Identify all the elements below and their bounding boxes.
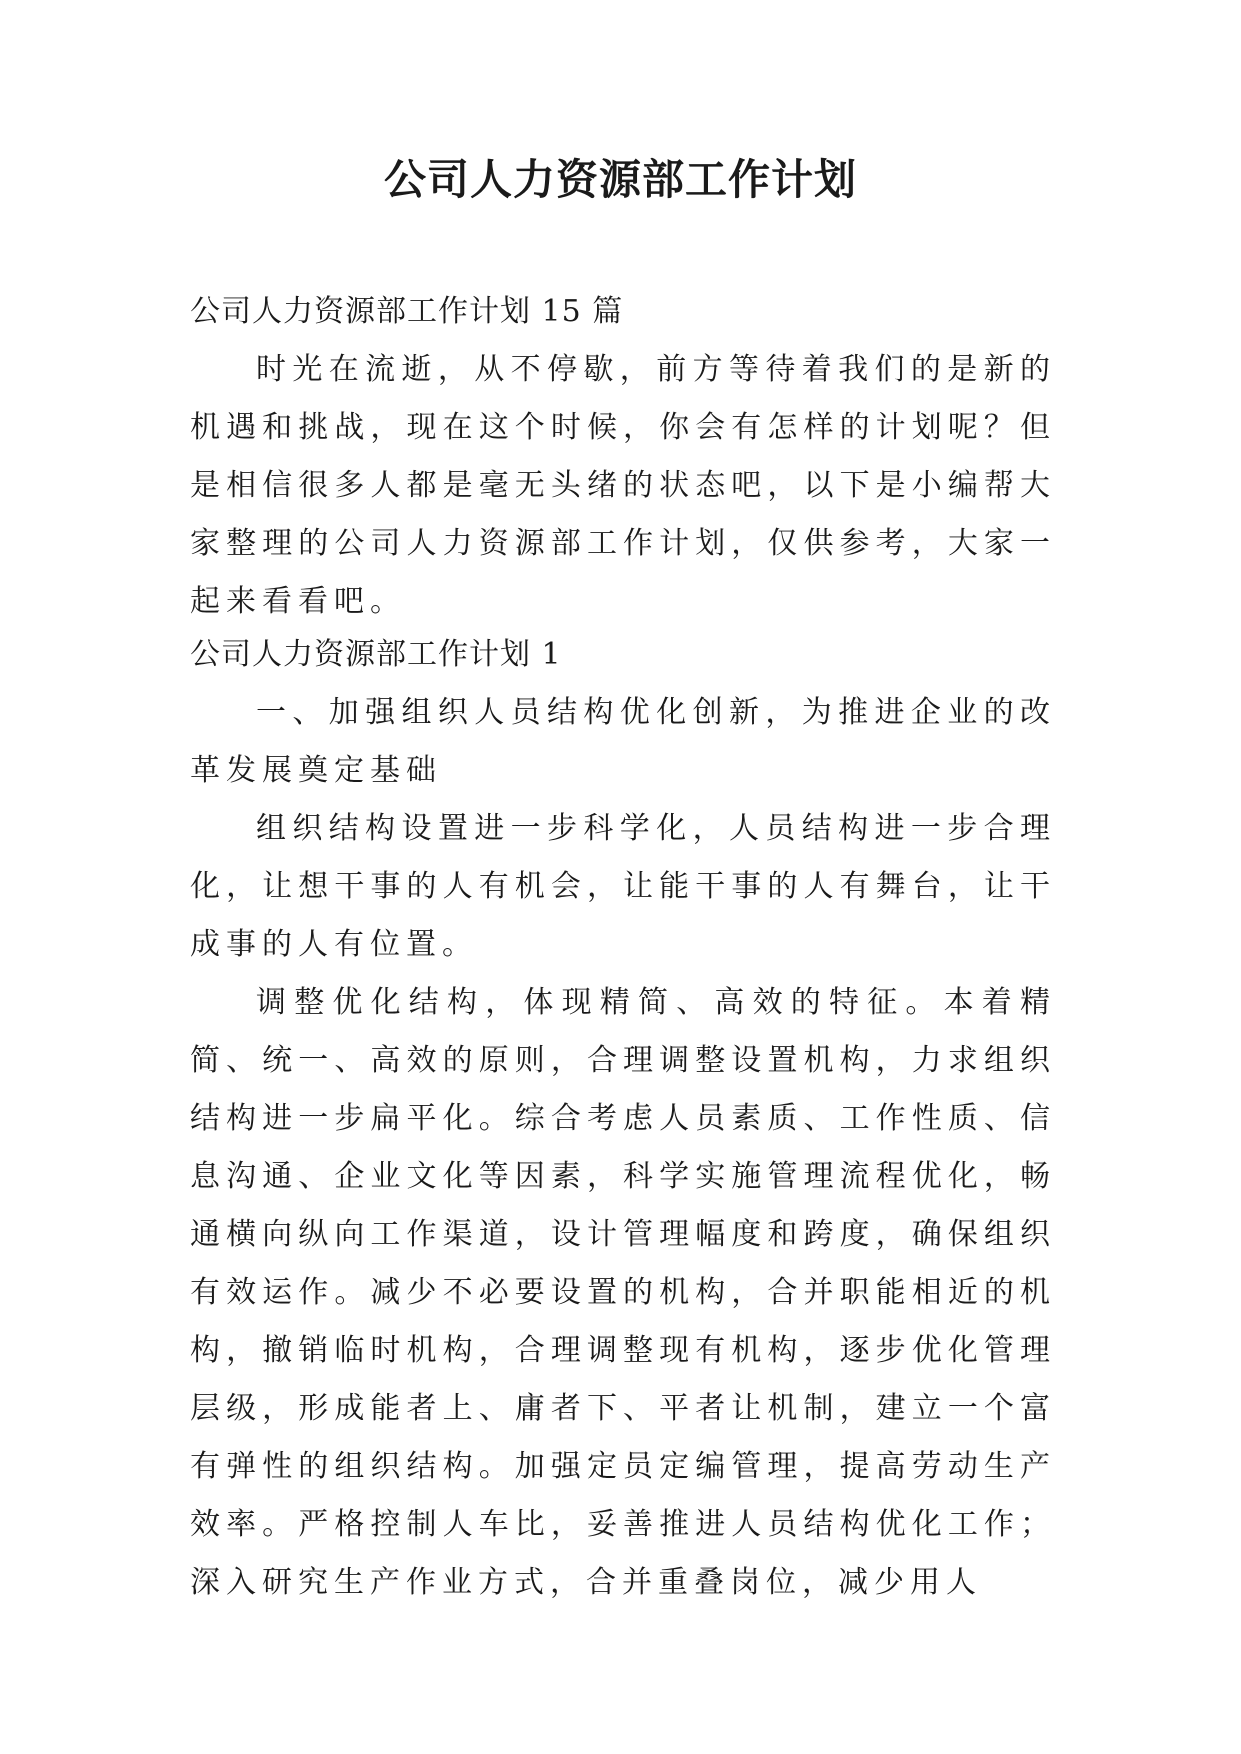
intro-paragraph: 时光在流逝，从不停歇，前方等待着我们的是新的机遇和挑战，现在这个时候，你会有怎样的计划呢？但是相信很多人都是毫无头绪的状态吧，以下是小编帮大家整理的公司人力资源部工作计划，仅供参考，大家一起来看看吧。 [190, 352, 1056, 619]
section-paragraph: 调整优化结构，体现精简、高效的特征。本着精简、统一、高效的原则，合理调整设置机构，力求组织结构进一步扁平化。综合考虑人员素质、工作性质、信息沟通、企业文化等因素，科学实施管理流程优化，畅通横向纵向工作渠道，设计管理幅度和跨度，确保组织有效运作。减少不必要设置的机构，合并职能相近的机构，撤销临时机构，合理调整现有机构，逐步优化管理层级，形成能者上、庸者下、平者让机制，建立一个富有弹性的组织结构。加强定员定编管理，提高劳动生产效率。严格控制人车比，妥善推进人员结构优化工作；深入研究生产作业方式，合并重叠岗位，减少用人 [190, 985, 1056, 1600]
intro-block [190, 283, 1056, 631]
section-heading: 公司人力资源部工作计划 1 [190, 637, 562, 672]
document-title: 公司人力资源部工作计划 [383, 155, 857, 204]
section-paragraph: 一、加强组织人员结构优化创新，为推进企业的改革发展奠定基础 [190, 695, 1056, 788]
section-paragraph: 组织结构设置进一步科学化，人员结构进一步合理化，让想干事的人有机会，让能干事的人有舞台，让干成事的人有位置。 [190, 811, 1056, 962]
document-subtitle: 公司人力资源部工作计划 15 篇 [190, 294, 624, 329]
section-1 [190, 626, 1056, 1612]
